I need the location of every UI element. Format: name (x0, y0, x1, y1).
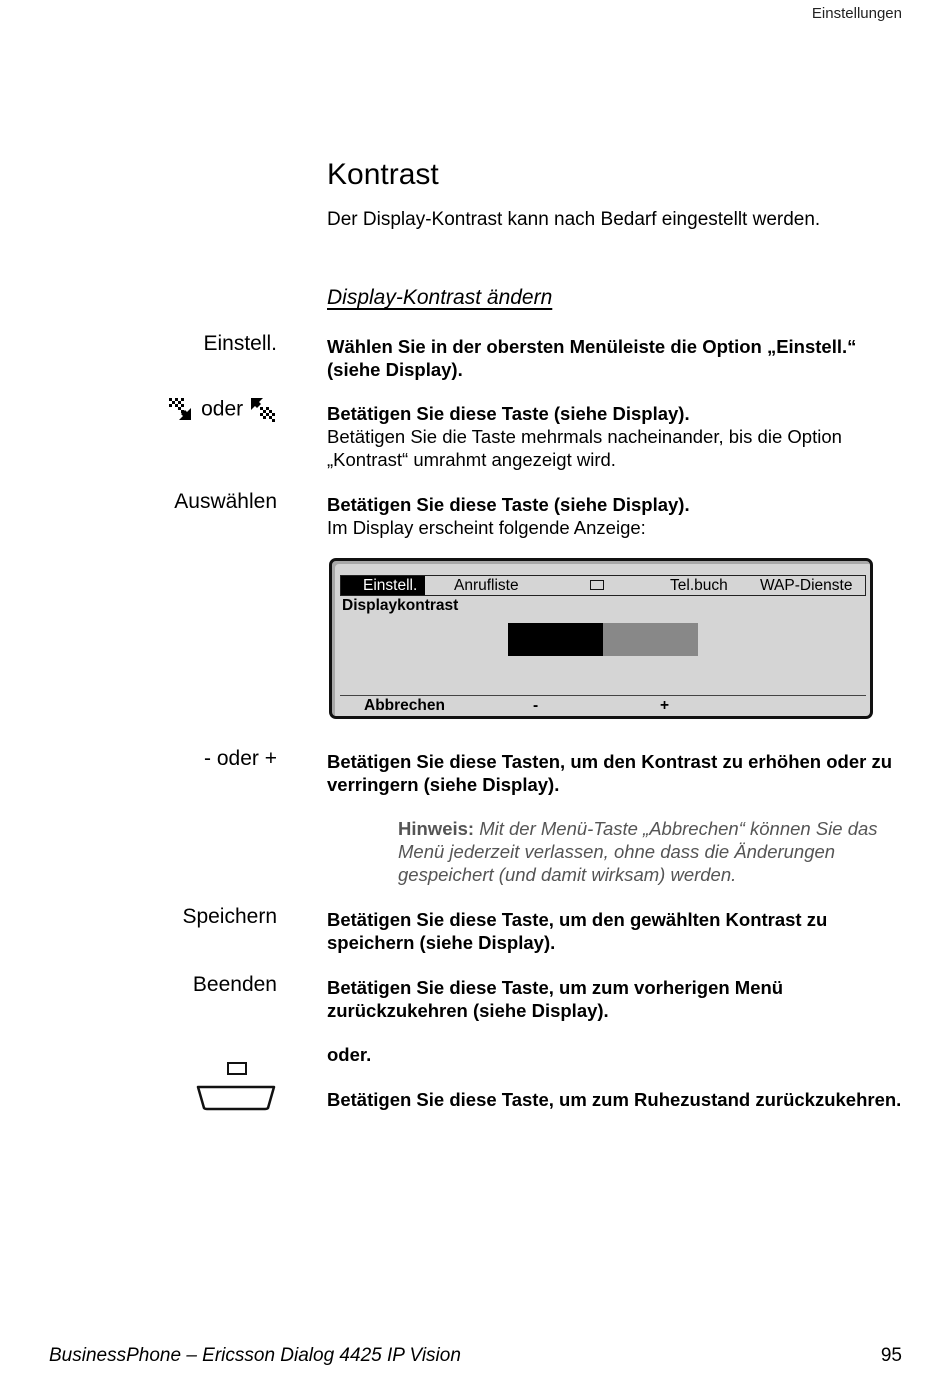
step-instruction-5 (327, 908, 907, 954)
menu-item-wap-dienste: WAP-Dienste (760, 577, 853, 594)
softkey-divider (340, 695, 866, 696)
step-6-bold: Betätigen Sie diese Taste, um zum vorherigen Menü zurückzukehren (siehe Display). (327, 977, 784, 1021)
menu-item-einstell: Einstell. (341, 576, 425, 595)
step-label-arrows (60, 396, 277, 424)
intro-text: Der Display-Kontrast kann nach Bedarf eingestellt werden. (327, 209, 821, 230)
hint-note (398, 817, 908, 886)
step-4-bold: Betätigen Sie diese Tasten, um den Kontrast zu erhöhen oder zu verringern (siehe Display). (327, 751, 893, 795)
clear-key-icon (196, 1085, 276, 1111)
hint-label: Hinweis: (398, 818, 475, 839)
step-3-text: Im Display erscheint folgende Anzeige: (327, 517, 646, 538)
display-title: Displaykontrast (342, 597, 459, 614)
section-subtitle: Display-Kontrast ändern (327, 286, 553, 309)
step-instruction-3 (327, 493, 907, 539)
step-1-bold: Wählen Sie in der obersten Menüleiste die Option „Einstell.“ (siehe Display). (327, 336, 857, 380)
step-instruction-2 (327, 402, 907, 471)
or-text (327, 1043, 907, 1066)
step-label-minus-plus: - oder + (204, 747, 277, 770)
step-instruction-6 (327, 976, 907, 1022)
diagonal-arrow-up-left-icon (249, 396, 277, 424)
phone-display (329, 558, 873, 719)
oder-label: oder (201, 397, 244, 421)
page-title: Kontrast (327, 158, 439, 191)
softkey-minus: - (533, 697, 539, 714)
step-label-einstell: Einstell. (203, 332, 277, 355)
softkey-plus: + (660, 697, 670, 714)
menu-item-telbuch: Tel.buch (670, 577, 728, 594)
or-bold: oder. (327, 1044, 372, 1065)
final-bold: Betätigen Sie diese Taste, um zum Ruhezustand zurückzukehren. (327, 1089, 902, 1110)
step-label-beenden: Beenden (192, 973, 277, 996)
final-instruction (327, 1088, 907, 1111)
step-label-auswaehlen: Auswählen (174, 490, 277, 513)
step-3-bold: Betätigen Sie diese Taste (siehe Display). (327, 494, 690, 515)
menu-key-icon (590, 580, 604, 590)
display-menu-bar (340, 575, 866, 596)
header-section-title: Einstellungen (811, 5, 902, 22)
step-5-bold: Betätigen Sie diese Taste, um den gewählten Kontrast zu speichern (siehe Display). (327, 909, 828, 953)
softkey-abbrechen: Abbrechen (364, 697, 445, 714)
step-2-text: Betätigen Sie die Taste mehrmals nacheinander, bis die Option „Kontrast“ umrahmt angezeigt wird. (327, 426, 842, 470)
footer-page-number: 95 (880, 1345, 902, 1366)
contrast-bar-fill (508, 623, 603, 656)
step-label-speichern: Speichern (182, 905, 277, 928)
menu-item-anrufliste: Anrufliste (454, 577, 519, 594)
step-instruction-1 (327, 335, 907, 381)
footer-product-name: BusinessPhone – Ericsson Dialog 4425 IP Vision (49, 1345, 461, 1366)
diagonal-arrow-down-right-icon (167, 396, 195, 424)
step-2-bold: Betätigen Sie diese Taste (siehe Display). (327, 403, 690, 424)
hint-text: Mit der Menü-Taste „Abbrechen“ können Sie das Menü jederzeit verlassen, ohne dass die Änderungen gespeichert (und damit wirksam) werden. (398, 818, 878, 885)
step-instruction-4 (327, 750, 907, 796)
clear-key-indicator-icon (227, 1062, 247, 1075)
contrast-bar (508, 623, 698, 656)
